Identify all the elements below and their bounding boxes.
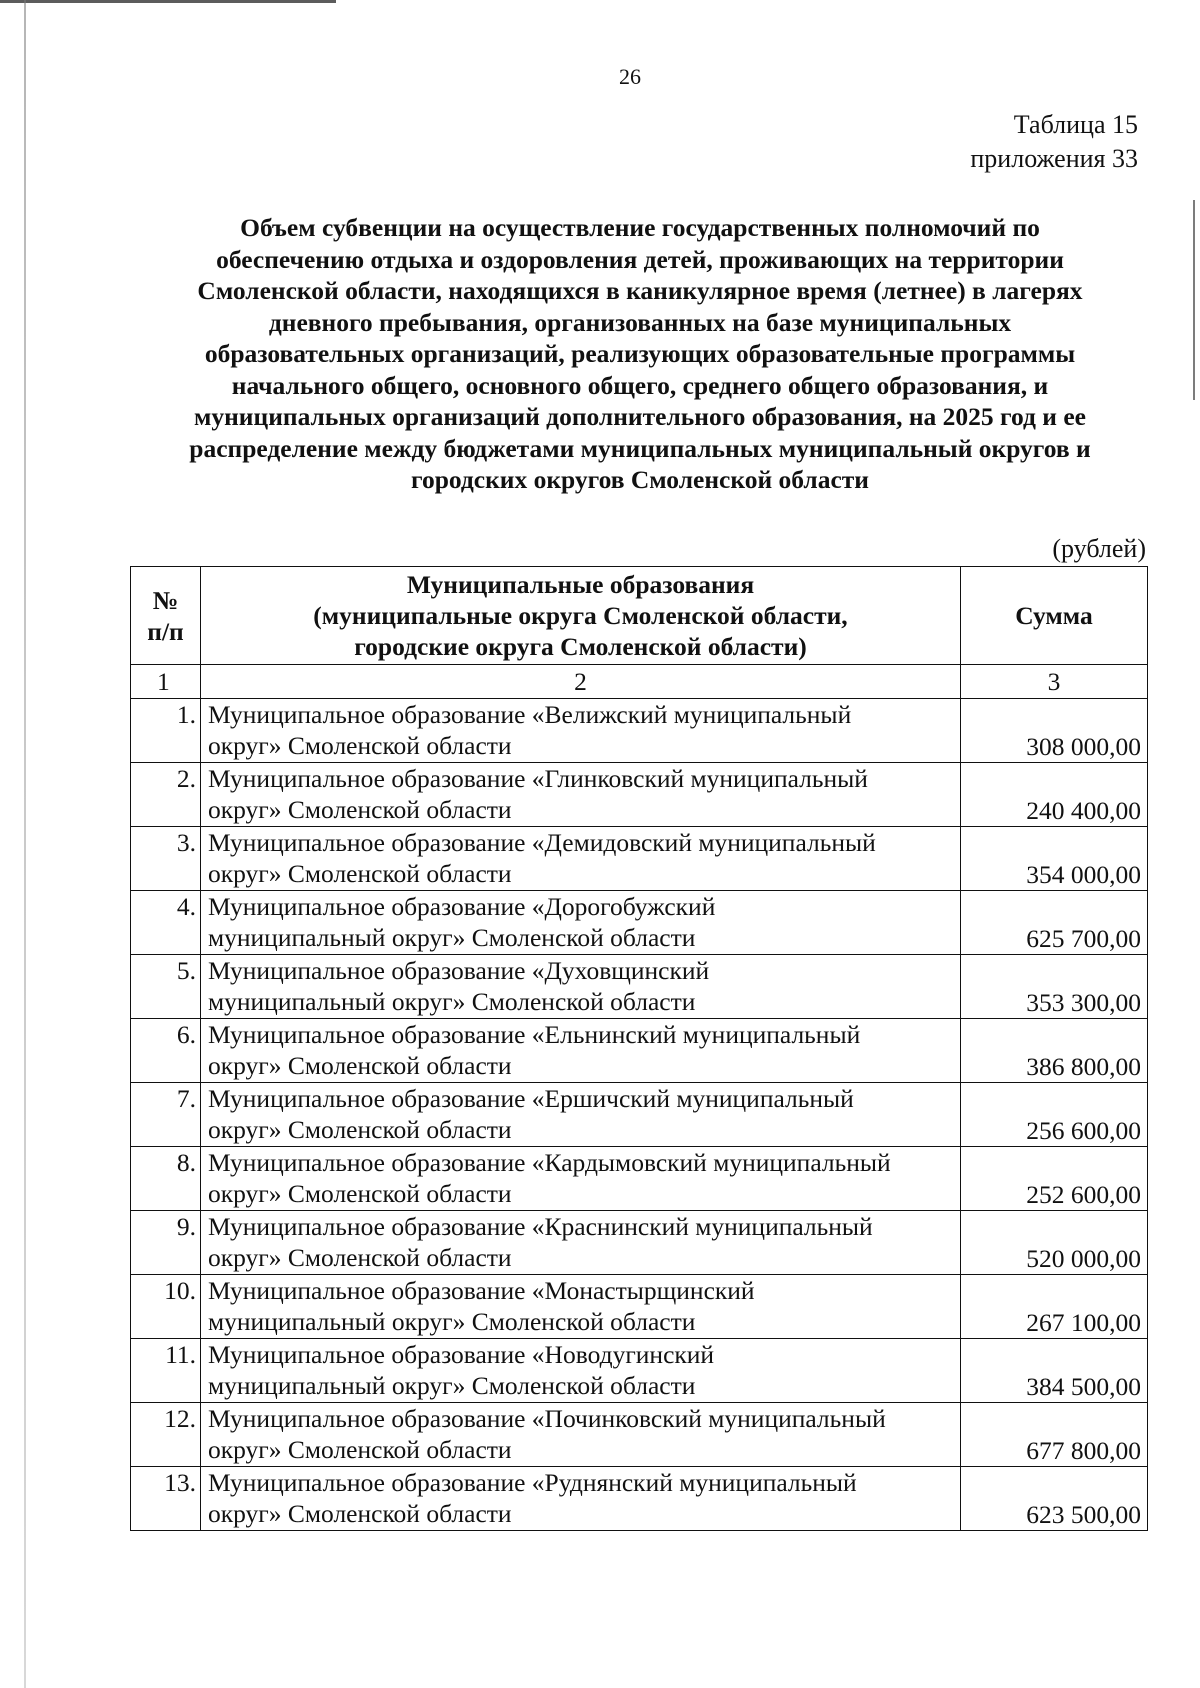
row-number: 6. (131, 1019, 201, 1083)
municipality-line: Муниципальное образование «Новодугинский (208, 1340, 715, 1369)
municipality-line: округ» Смоленской области (208, 1051, 512, 1080)
row-sum: 308 000,00 (961, 699, 1148, 763)
row-number: 1. (131, 699, 201, 763)
table-row (131, 1403, 1148, 1467)
scan-edge-top (0, 0, 336, 3)
municipality-line: муниципальный округ» Смоленской области (208, 1307, 696, 1336)
municipality-line: муниципальный округ» Смоленской области (208, 923, 696, 952)
caption-line-table: Таблица 15 (1013, 110, 1138, 139)
municipality-line: округ» Смоленской области (208, 1243, 512, 1272)
row-municipality (201, 1147, 961, 1211)
column-index: 2 (201, 665, 961, 699)
municipality-line: Муниципальное образование «Демидовский муниципальный (208, 828, 876, 857)
header-number-sign: № (152, 585, 179, 615)
municipality-line: округ» Смоленской области (208, 1435, 512, 1464)
row-municipality (201, 955, 961, 1019)
row-sum: 677 800,00 (961, 1403, 1148, 1467)
row-sum: 520 000,00 (961, 1211, 1148, 1275)
header-municipality-line: Муниципальные образования (406, 570, 755, 599)
municipality-line: Муниципальное образование «Глинковский муниципальный (208, 764, 868, 793)
table-row (131, 1339, 1148, 1403)
municipality-line: Муниципальное образование «Краснинский муниципальный (208, 1212, 873, 1241)
row-number: 5. (131, 955, 201, 1019)
row-sum: 353 300,00 (961, 955, 1148, 1019)
row-municipality (201, 1467, 961, 1531)
title-line: распределение между бюджетами муниципальных муниципальный округов и (189, 433, 1091, 463)
row-sum: 354 000,00 (961, 827, 1148, 891)
row-number: 7. (131, 1083, 201, 1147)
row-number: 4. (131, 891, 201, 955)
row-number: 12. (131, 1403, 201, 1467)
row-municipality (201, 1339, 961, 1403)
municipality-line: Муниципальное образование «Духовщинский (208, 956, 710, 985)
municipality-line: Муниципальное образование «Ершичский муниципальный (208, 1084, 854, 1113)
municipality-line: округ» Смоленской области (208, 859, 512, 888)
title-line: муниципальных организаций дополнительного образования, на 2025 год и ее (194, 402, 1086, 431)
municipality-line: Муниципальное образование «Монастырщинский (208, 1276, 755, 1305)
municipality-line: Муниципальное образование «Дорогобужский (208, 892, 716, 921)
table-row (131, 1147, 1148, 1211)
table-row (131, 1019, 1148, 1083)
column-index-row (131, 665, 1148, 699)
title-line: образовательных организаций, реализующих образовательные программы (204, 339, 1076, 368)
row-sum: 386 800,00 (961, 1019, 1148, 1083)
row-number: 10. (131, 1275, 201, 1339)
municipality-line: округ» Смоленской области (208, 731, 512, 760)
title-line: обеспечению отдыха и оздоровления детей, проживающих на территории (216, 244, 1064, 274)
caption-line-appendix: приложения 33 (970, 144, 1138, 173)
table-caption (970, 108, 1138, 176)
header-number (131, 567, 201, 665)
municipality-line: Муниципальное образование «Велижский муниципальный (208, 700, 852, 729)
header-municipality-line: (муниципальные округа Смоленской области, (313, 601, 848, 630)
row-sum: 252 600,00 (961, 1147, 1148, 1211)
municipality-line: муниципальный округ» Смоленской области (208, 1371, 696, 1400)
table-row (131, 955, 1148, 1019)
row-municipality (201, 891, 961, 955)
table-row (131, 1275, 1148, 1339)
municipality-line: Муниципальное образование «Ельнинский муниципальный (208, 1020, 861, 1049)
municipality-line: округ» Смоленской области (208, 1115, 512, 1144)
municipality-line: Муниципальное образование «Починковский муниципальный (208, 1404, 886, 1433)
row-number: 8. (131, 1147, 201, 1211)
table-row (131, 763, 1148, 827)
header-number-abbr: п/п (147, 616, 184, 646)
row-sum: 267 100,00 (961, 1275, 1148, 1339)
header-municipality (201, 567, 961, 665)
table-row (131, 1467, 1148, 1531)
row-number: 3. (131, 827, 201, 891)
row-number: 11. (131, 1339, 201, 1403)
table-row (131, 827, 1148, 891)
municipality-line: Муниципальное образование «Кардымовский муниципальный (208, 1148, 891, 1177)
row-municipality (201, 1083, 961, 1147)
row-municipality (201, 763, 961, 827)
table-row (131, 891, 1148, 955)
title-line: городских округов Смоленской области (411, 465, 869, 494)
row-municipality (201, 1403, 961, 1467)
title-line: Смоленской области, находящихся в каникулярное время (летнее) в лагерях (197, 276, 1083, 305)
municipality-line: округ» Смоленской области (208, 1179, 512, 1208)
row-sum: 256 600,00 (961, 1083, 1148, 1147)
scan-edge-left (24, 0, 26, 1688)
municipality-line: муниципальный округ» Смоленской области (208, 987, 696, 1016)
table-row (131, 699, 1148, 763)
table-row (131, 1083, 1148, 1147)
units-label: (рублей) (1052, 534, 1146, 563)
document-title (120, 212, 1160, 496)
subvention-table (130, 566, 1148, 1531)
row-municipality (201, 699, 961, 763)
row-municipality (201, 827, 961, 891)
row-sum: 623 500,00 (961, 1467, 1148, 1531)
title-line: начального общего, основного общего, среднего общего образования, и (231, 370, 1049, 400)
row-municipality (201, 1275, 961, 1339)
row-number: 2. (131, 763, 201, 827)
municipality-line: округ» Смоленской области (208, 1499, 512, 1528)
row-number: 13. (131, 1467, 201, 1531)
title-line: дневного пребывания, организованных на базе муниципальных (268, 307, 1012, 337)
row-municipality (201, 1211, 961, 1275)
header-municipality-line: городские округа Смоленской области) (354, 632, 807, 661)
column-index: 1 (131, 665, 201, 699)
municipality-line: округ» Смоленской области (208, 795, 512, 824)
table-header-row (131, 567, 1148, 665)
table-row (131, 1211, 1148, 1275)
municipality-line: Муниципальное образование «Руднянский муниципальный (208, 1468, 857, 1497)
row-sum: 384 500,00 (961, 1339, 1148, 1403)
header-sum: Сумма (961, 567, 1148, 665)
row-number: 9. (131, 1211, 201, 1275)
title-line: Объем субвенции на осуществление государственных полномочий по (240, 213, 1040, 242)
row-sum: 240 400,00 (961, 763, 1148, 827)
row-municipality (201, 1019, 961, 1083)
row-sum: 625 700,00 (961, 891, 1148, 955)
scan-edge-right (1193, 200, 1195, 400)
column-index: 3 (961, 665, 1148, 699)
page-number: 26 (619, 64, 641, 89)
